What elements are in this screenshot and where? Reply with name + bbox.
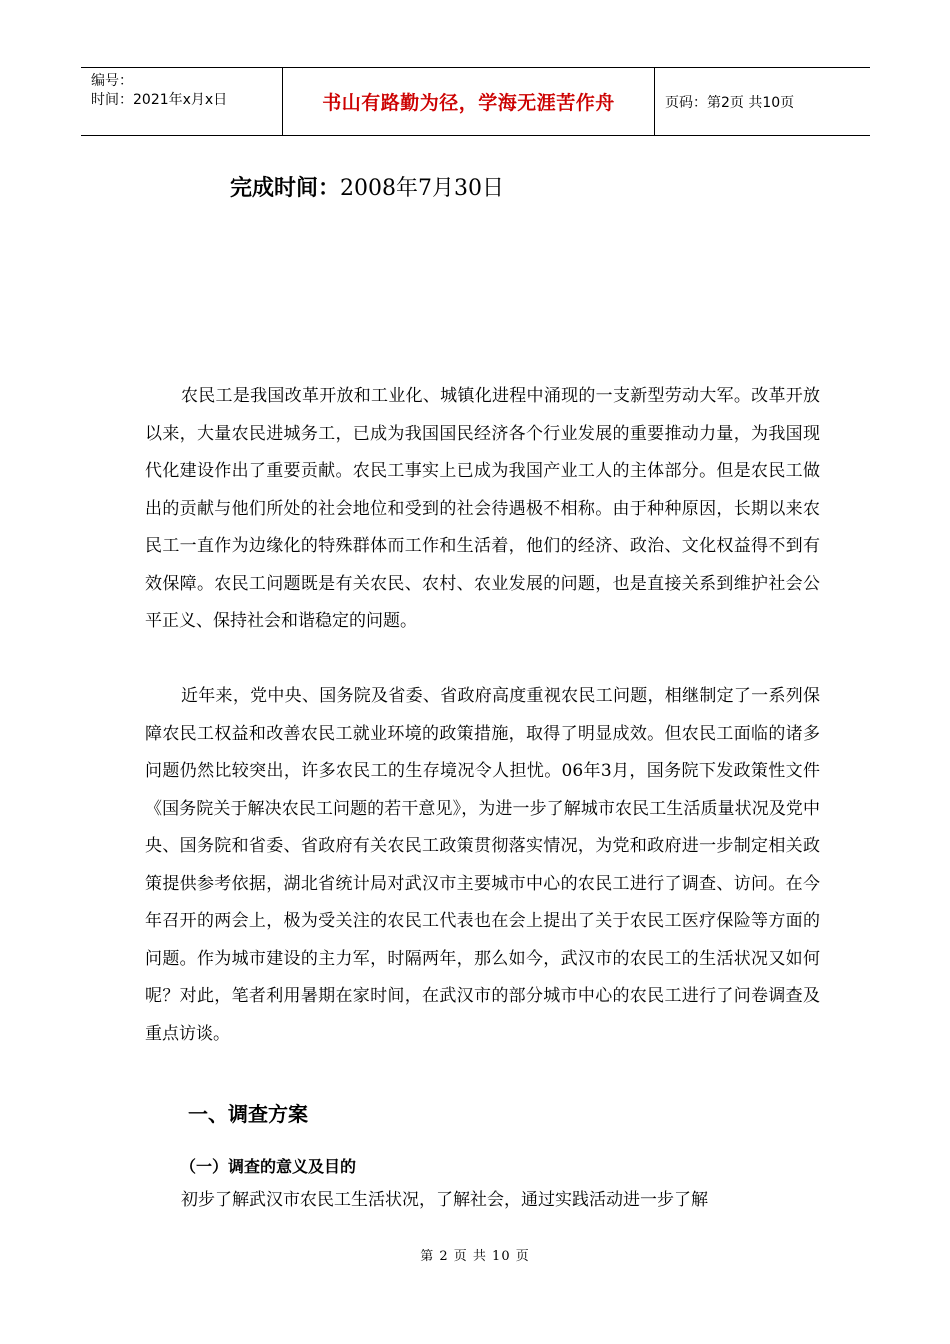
page-footer: 第 2 页 共 10 页 [420, 1249, 530, 1264]
completion-time [230, 171, 504, 202]
header-meta [81, 68, 282, 135]
subsection-heading: （一）调查的意义及目的 [180, 1157, 357, 1176]
completion-value: 2008年7月30日 [340, 176, 504, 201]
header-motto: 书山有路勤为径，学海无涯苦作舟 [282, 68, 655, 135]
completion-label: 完成时间： [230, 176, 341, 201]
paragraph-2: 近年来，党中央、国务院及省委、省政府高度重视农民工问题，相继制定了一系列保障农民工权益和改善农民工就业环境的政策措施，取得了明显成效。但农民工面临的诸多问题仍然比较突出，许多农民工的生存境况令人担忧。06年3月，国务院下发政策性文件《国务院关于解决农民工问题的若干意见》，为进一步了解城市农民工生活质量状况及党中央、国务院和省委、省政府有关农民工政策贯彻落实情况，为党和政府进一步制定相关政策提供参考依据，湖北省统计局对武汉市主要城市中心的农民工进行了调查、访问。在今年召开的两会上，极为受关注的农民工代表也在会上提出了关于农民工医疗保险等方面的问题。作为城市建设的主力军，时隔两年，那么如今，武汉市的农民工的生活状况又如何呢？对此，笔者利用暑期在家时间，在武汉市的部分城市中心的农民工进行了问卷调查及重点访谈。 [145, 686, 820, 1044]
time-label: 时间：2021年x月x日 [91, 92, 228, 108]
paragraph-2-block [145, 678, 820, 1053]
section-heading: 一、调查方案 [188, 1102, 308, 1126]
paragraph-1-block [145, 378, 820, 641]
header-page-info: 页码：第2页 共10页 [665, 94, 795, 111]
header-table [81, 67, 870, 136]
number-label: 编号： [91, 73, 133, 89]
paragraph-1: 农民工是我国改革开放和工业化、城镇化进程中涌现的一支新型劳动大军。改革开放以来，大量农民进城务工，已成为我国国民经济各个行业发展的重要推动力量，为我国现代化建设作出了重要贡献。农民工事实上已成为我国产业工人的主体部分。但是农民工做出的贡献与他们所处的社会地位和受到的社会待遇极不相称。由于种种原因，长期以来农民工一直作为边缘化的特殊群体而工作和生活着，他们的经济、政治、文化权益得不到有效保障。农民工问题既是有关农民、农村、农业发展的问题，也是直接关系到维护社会公平正义、保持社会和谐稳定的问题。 [145, 386, 820, 631]
section-text: 初步了解武汉市农民工生活状况，了解社会，通过实践活动进一步了解 [181, 1190, 708, 1210]
